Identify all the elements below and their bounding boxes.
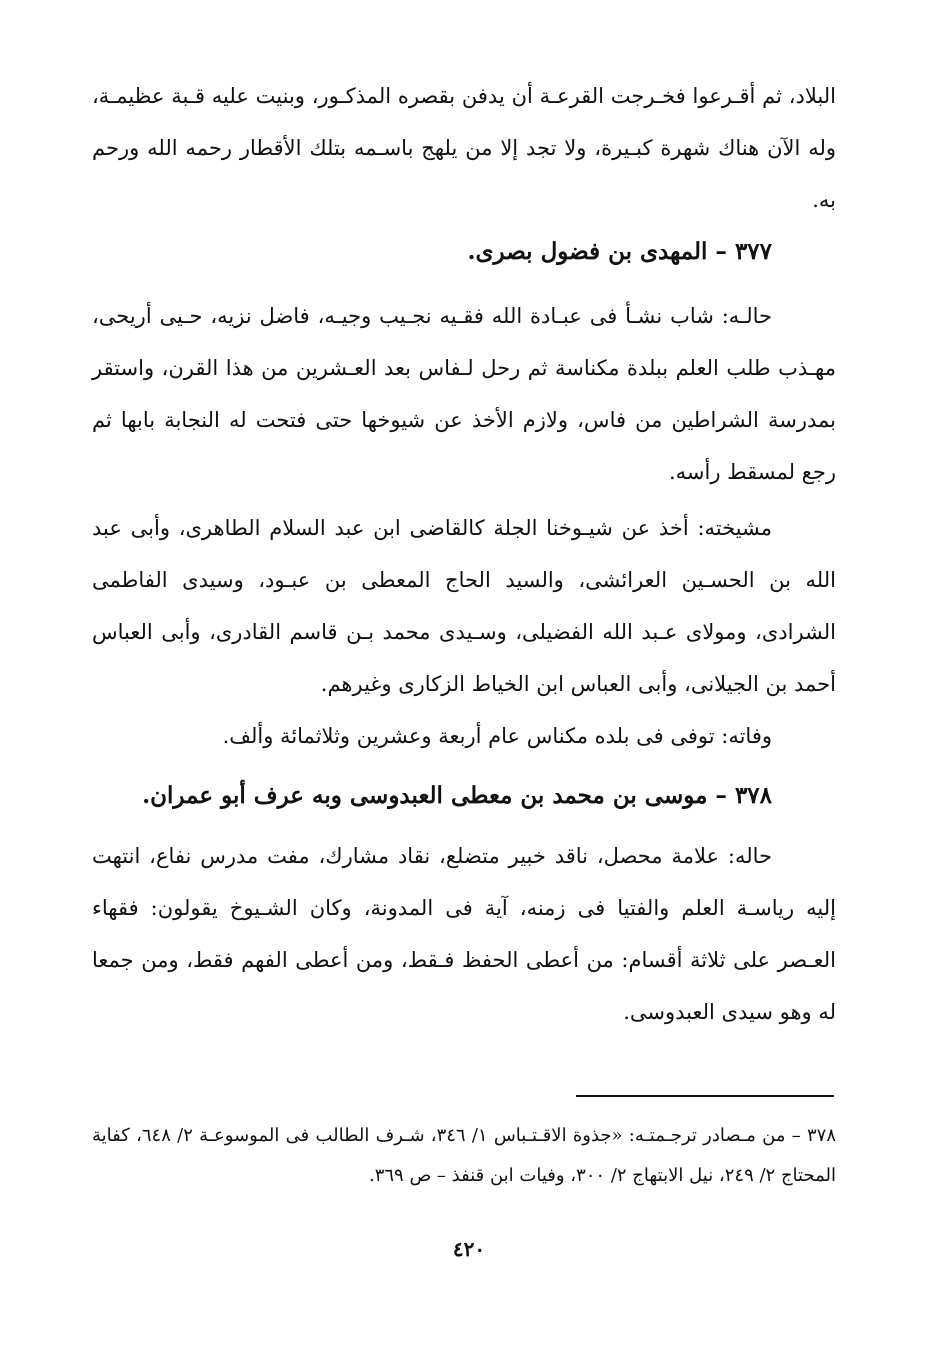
- entry-377-teachers: [92, 502, 836, 710]
- entry-378-body: [92, 830, 836, 1038]
- paragraph-teachers: مشيخته: أخذ عن شيـوخنا الجلة كالقاضى ابن عبد السلام الطاهرى، وأبى عبد الله بن الحسـين العرائشى، والسيد الحاج المعطى بن عبـود، وسيدى الفاطمى الشرادى، ومولاى عـبد الله الفضيلى، وسـيدى محمد بـن قاسم القادرى، وأبى العباس أحمد بن الجيلانى، وأبى العباس ابن الخياط الزكارى وغيرهم.: [92, 516, 836, 696]
- paragraph-death: وفاته: توفى فى بلده مكناس عام أربعة وعشرين وثلاثمائة وألف.: [222, 724, 772, 748]
- footnote-divider: [576, 1095, 834, 1097]
- entry-heading-377: ٣٧٧ – المهدى بن فضول بصرى.: [467, 238, 772, 265]
- footnote-text: ٣٧٨ – من مـصادر ترجـمتـه: «جذوة الاقـتـباس ١/ ٣٤٦، شـرف الطالب فى الموسوعـة ٢/ ٦٤٨، كفاية المحتاج ٢/ ٢٤٩، نيل الابتهاج ٢/ ٣٠٠، وفيات ابن قنفذ – ص ٣٦٩.: [92, 1125, 836, 1186]
- entry-378: [92, 770, 836, 822]
- paragraph-biography-378: حاله: علامة محصل، ناقد خبير متضلع، نقاد مشارك، مفت مدرس نفاع، انتهت إليه رياسـة العلم والفتيا فى زمنه، آية فى المدونة، وكان الشـيوخ يقولون: فقهاء العـصر على ثلاثة أقسام: من أعطى الحفظ فـقط، ومن أعطى الفهم فقط، ومن جمعا له وهو سيدى العبدوسى.: [92, 844, 836, 1024]
- paragraph-continuation: البلاد، ثم أقـرعوا فخـرجت القرعـة أن يدفن بقصره المذكـور، وبنيت عليه قـبة عظيمـة، وله الآن هناك شهرة كبـيرة، ولا تجد إلا من يلهج باسـمه بتلك الأقطار رحمه الله ورحم به.: [92, 84, 836, 212]
- entry-377-death: [92, 710, 836, 762]
- entry-377-body: [92, 290, 836, 498]
- page-number: ٤٢٠: [452, 1237, 486, 1261]
- main-text: [92, 70, 836, 226]
- entry-377: [92, 226, 836, 278]
- footnote: [92, 1116, 836, 1196]
- paragraph-biography: حالـه: شاب نشـأ فى عبـادة الله فقـيه نجـيب وجيـه، فاضل نزيه، حـيى أريحى، مهـذب طلب العلم ببلدة مكناسة ثم رحل لـفاس بعد العـشرين من هذا القرن، واستقر بمدرسة الشراطين من فاس، ولازم الأخذ عن شيوخها حتى فتحت له النجابة بابها ثم رجع لمسقط رأسه.: [92, 304, 836, 484]
- entry-heading-378: ٣٧٨ – موسى بن محمد بن معطى العبدوسى وبه عرف أبو عمران.: [142, 782, 772, 809]
